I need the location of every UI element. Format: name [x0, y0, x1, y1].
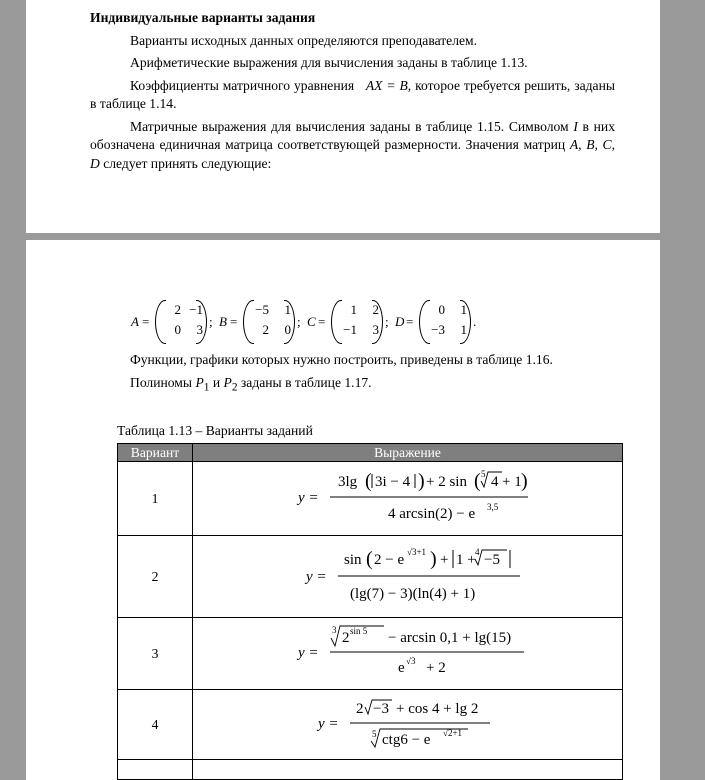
paragraph-matrix-expr	[90, 118, 615, 174]
f1-num-a: 3lg	[337, 473, 357, 490]
para6-text-b: заданы в таблице 1.17.	[240, 374, 372, 390]
variant-cell: 1	[118, 462, 193, 536]
matrix-cell: 0	[174, 322, 181, 337]
matrix-label-b: B	[219, 314, 227, 329]
matrix-b	[243, 300, 295, 344]
paragraph-variants: Варианты исходных данных определяются преподавателем.	[130, 32, 478, 48]
f3-num-b: − arcsin 0,1 + lg(15)	[387, 629, 511, 646]
f4-lhs: y =	[317, 715, 339, 732]
matrix-cell: 0	[438, 302, 445, 317]
matrix-label-c: C	[307, 314, 316, 329]
para6-text-a: Полиномы	[130, 374, 193, 390]
f1-paren-r: )	[417, 469, 425, 492]
f3-num-a: 2	[341, 629, 349, 646]
para4-text-b: в них обозначена единичная матрица соответствующей размерности. Значения матриц	[90, 118, 615, 152]
matrix-names: A, B, C, D	[90, 137, 615, 171]
matrix-cell: −1	[189, 302, 203, 317]
paragraph-polynomials	[90, 374, 615, 397]
f3-num-exp: sin 5	[349, 625, 367, 636]
f1-lhs: y =	[297, 489, 319, 506]
f2-num-b: 2 − e	[373, 551, 404, 568]
f2-num-exp: √3+1	[406, 546, 426, 557]
f1-den-exp: 3,5	[486, 501, 498, 512]
matrix-cell: 1	[284, 302, 291, 317]
expression-cell	[193, 462, 623, 536]
matrix-cell: −3	[431, 322, 445, 337]
poly-p2: P	[223, 374, 232, 390]
formula-3	[288, 622, 528, 682]
f3-den-b: + 2	[425, 659, 446, 676]
section-heading: Индивидуальные варианты задания	[90, 10, 316, 25]
matrix-cell: −5	[255, 302, 269, 317]
f3-den-exp: √3	[405, 655, 415, 666]
matrix-label-a: A	[131, 314, 139, 329]
poly-p1-sub: 1	[203, 381, 210, 394]
formula-2	[288, 542, 528, 608]
paragraph-functions: Функции, графики которых нужно построить, приведены в таблице 1.16.	[130, 352, 553, 367]
f4-num-root: −3	[372, 700, 389, 717]
matrix-cell: −1	[343, 322, 357, 337]
f2-root-arg: −5	[483, 551, 500, 568]
page1-text	[90, 9, 615, 173]
f3-lhs: y =	[297, 644, 319, 661]
matrix-separator: ;	[209, 314, 213, 329]
identity-symbol: I	[573, 118, 578, 134]
formula-4	[308, 693, 508, 753]
f1-den-a: 4 arcsin(2) − e	[387, 505, 475, 522]
svg-text:(: (	[365, 547, 373, 570]
f1-num-c: + 1	[501, 473, 522, 490]
table-row	[118, 462, 623, 536]
matrix-separator: .	[473, 314, 477, 329]
para3-text-b: , которое требуется решить, заданы в таблице 1.14.	[90, 77, 615, 111]
table-row	[118, 690, 623, 760]
equation-ax-b: AX = B	[365, 77, 408, 93]
variant-cell	[118, 760, 193, 780]
f2-num-a: sin	[343, 551, 362, 568]
f4-den-a: ctg6 − e	[381, 731, 430, 748]
f1-paren-l: (	[364, 469, 372, 492]
para4-text-c: следует принять следующие:	[103, 155, 272, 171]
page2-text	[90, 351, 615, 397]
matrix-cell: 1	[460, 322, 467, 337]
matrix-cell: 1	[460, 302, 467, 317]
f4-den-exp: √2+1	[442, 727, 462, 738]
variant-cell: 2	[118, 536, 193, 618]
variants-table	[117, 443, 623, 780]
matrix-cell: 2	[372, 302, 379, 317]
table-row	[118, 760, 623, 780]
f4-num-b: + cos 4 + lg 2	[395, 700, 478, 717]
paragraph-arith: Арифметические выражения для вычисления заданы в таблице 1.13.	[130, 55, 528, 70]
f2-lhs: y =	[305, 568, 327, 585]
svg-text:): )	[520, 469, 528, 492]
f4-root-idx: 5	[371, 728, 376, 739]
matrix-label-d: D	[395, 314, 405, 329]
matrix-cell: 0	[284, 322, 291, 337]
f1-root-arg: 4	[490, 473, 498, 490]
f2-den: (lg(7) − 3)(ln(4) + 1)	[349, 585, 475, 602]
table-row	[118, 618, 623, 690]
table-caption: Таблица 1.13 – Варианты заданий	[117, 423, 313, 438]
matrix-c	[331, 300, 383, 344]
svg-text:): )	[429, 547, 437, 570]
expression-cell	[193, 690, 623, 760]
f2-num-c: +	[439, 551, 448, 568]
f1-num-abs: 3i − 4	[374, 473, 410, 490]
formula-1	[278, 466, 538, 528]
equals-sign: =	[406, 314, 414, 329]
f3-den-a: e	[397, 659, 405, 676]
header-variant: Вариант	[118, 444, 193, 462]
f1-root-idx: 5	[480, 468, 485, 479]
matrix-a	[155, 300, 207, 344]
para4-text-a: Матричные выражения для вычисления заданы в таблице 1.15. Символом	[130, 118, 569, 134]
matrix-separator: ;	[385, 314, 389, 329]
para3-text-a: Коэффициенты матричного уравнения	[130, 77, 355, 93]
variant-cell: 3	[118, 618, 193, 690]
matrix-cell: 2	[262, 322, 269, 337]
expression-cell	[193, 618, 623, 690]
f4-num-a: 2	[355, 700, 363, 717]
equals-sign: =	[230, 314, 238, 329]
equals-sign: =	[142, 314, 150, 329]
matrix-cell: 3	[372, 322, 379, 337]
poly-p2-sub: 2	[231, 381, 238, 394]
f1-num-b: + 2 sin	[425, 473, 467, 490]
expression-cell	[193, 760, 623, 780]
variant-cell: 4	[118, 690, 193, 760]
matrix-cell: 3	[196, 322, 203, 337]
matrix-cell: 2	[174, 302, 181, 317]
f3-root-idx: 3	[331, 624, 336, 635]
table-header-row	[118, 444, 623, 462]
matrix-cell: 1	[350, 302, 357, 317]
table-row	[118, 536, 623, 618]
f2-root-idx: 4	[474, 546, 479, 557]
matrix-d	[419, 300, 471, 344]
para6-and: и	[212, 374, 221, 390]
expression-cell	[193, 536, 623, 618]
equals-sign: =	[318, 314, 326, 329]
matrix-separator: ;	[297, 314, 301, 329]
header-expression: Выражение	[193, 444, 623, 462]
paragraph-matrix-eq	[90, 77, 615, 114]
matrix-definitions	[131, 300, 511, 344]
svg-text:(: (	[473, 469, 481, 492]
f2-num-abs-a: 1 +	[455, 551, 476, 568]
poly-p1: P	[195, 374, 204, 390]
